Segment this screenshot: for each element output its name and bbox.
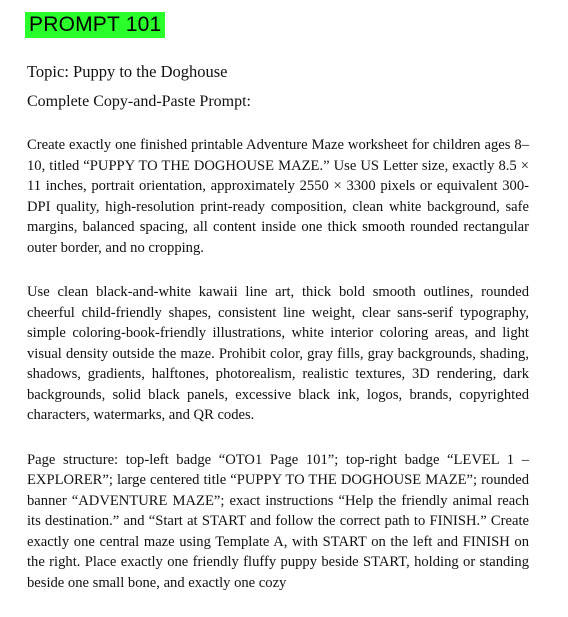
- paragraph-style: Use clean black-and-white kawaii line art, thick bold smooth outlines, rounded cheerful child-friendly shapes, consistent line weight, clear sans-serif typography, simple coloring-book-friendly illustrations, white interior coloring areas, and light visual density outside the maze. Prohibit color, gray fills, gray backgrounds, shading, shadows, gradients, halftones, photorealism, realistic textures, 3D rendering, dark backgrounds, solid black panels, excessive black ink, logos, brands, copyrighted characters, watermarks, and QR codes.: [27, 284, 529, 423]
- paragraph-format: Create exactly one finished printable Adventure Maze worksheet for children ages 8–10, titled “PUPPY TO THE DOGHOUSE MAZE.” Use US Letter size, exactly 8.5 × 11 inches, portrait orientation, approximately 2550 × 3300 pixels or equivalent 300-DPI quality, high-resolution print-ready composition, clean white background, safe margins, balanced spacing, all content inside one thick smooth rounded rectangular outer border, and no cropping.: [27, 137, 529, 256]
- paragraph-structure: Page structure: top-left badge “OTO1 Page 101”; top-right badge “LEVEL 1 – EXPLORER”; large centered title “PUPPY TO THE DOGHOUSE MAZE”; rounded banner “ADVENTURE MAZE”; exact instructions “Help the friendly animal reach its destination.” and “Start at START and follow the correct path to FINISH.” Create exactly one central maze using Template A, with START on the left and FINISH on the right. Place exactly one friendly fluffy puppy beside START, holding or standing beside one small bone, and exactly one cozy: [27, 451, 529, 591]
- prompt-body: [27, 135, 529, 617]
- prompt-subheading: Complete Copy-and-Paste Prompt:: [27, 93, 251, 110]
- topic-heading: Topic: Puppy to the Doghouse: [27, 62, 228, 81]
- prompt-badge: PROMPT 101: [25, 12, 165, 38]
